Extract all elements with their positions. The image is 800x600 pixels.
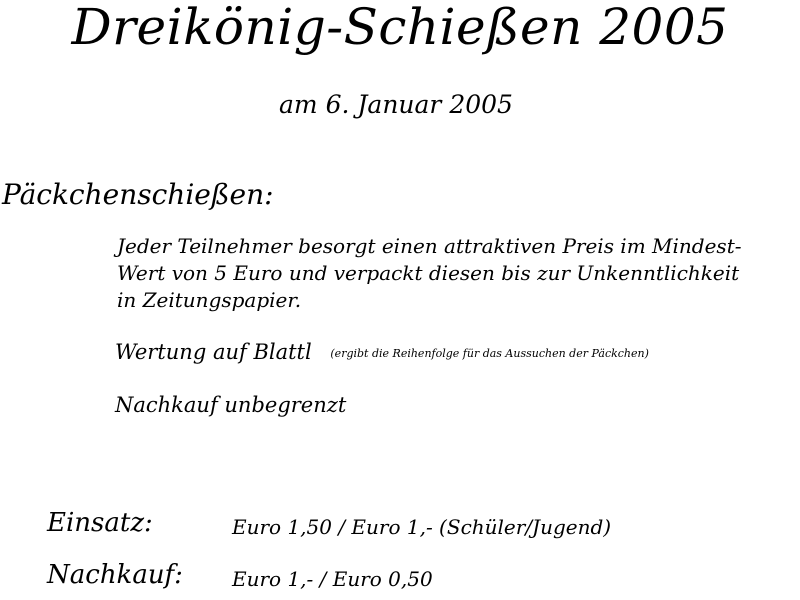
rating-line xyxy=(115,340,649,364)
event-date xyxy=(0,90,800,119)
rebuy-value: Euro 1,- / Euro 0,50 xyxy=(232,567,433,591)
rating-text: Wertung auf Blattl xyxy=(115,340,312,364)
description-paragraph xyxy=(117,233,741,314)
stake-label: Einsatz: xyxy=(47,508,153,538)
section-heading: Päckchenschießen: xyxy=(2,178,274,211)
rating-note: (ergibt die Reihenfolge für das Aussuchen der Päckchen) xyxy=(330,347,649,360)
description-line: Jeder Teilnehmer besorgt einen attraktiven Preis im Mindest- xyxy=(117,234,742,258)
page-title: Dreikönig-Schießen 2005 xyxy=(71,0,729,56)
event-date-text: am 6. Januar 2005 xyxy=(279,90,513,119)
stake-value: Euro 1,50 / Euro 1,- (Schüler/Jugend) xyxy=(232,515,612,539)
description-line: Wert von 5 Euro und verpackt diesen bis zur Unkenntlichkeit xyxy=(117,261,740,285)
rebuy-label: Nachkauf: xyxy=(47,560,183,590)
description-line: in Zeitungspapier. xyxy=(117,288,302,312)
rebuy-unlimited-text: Nachkauf unbegrenzt xyxy=(115,393,347,417)
